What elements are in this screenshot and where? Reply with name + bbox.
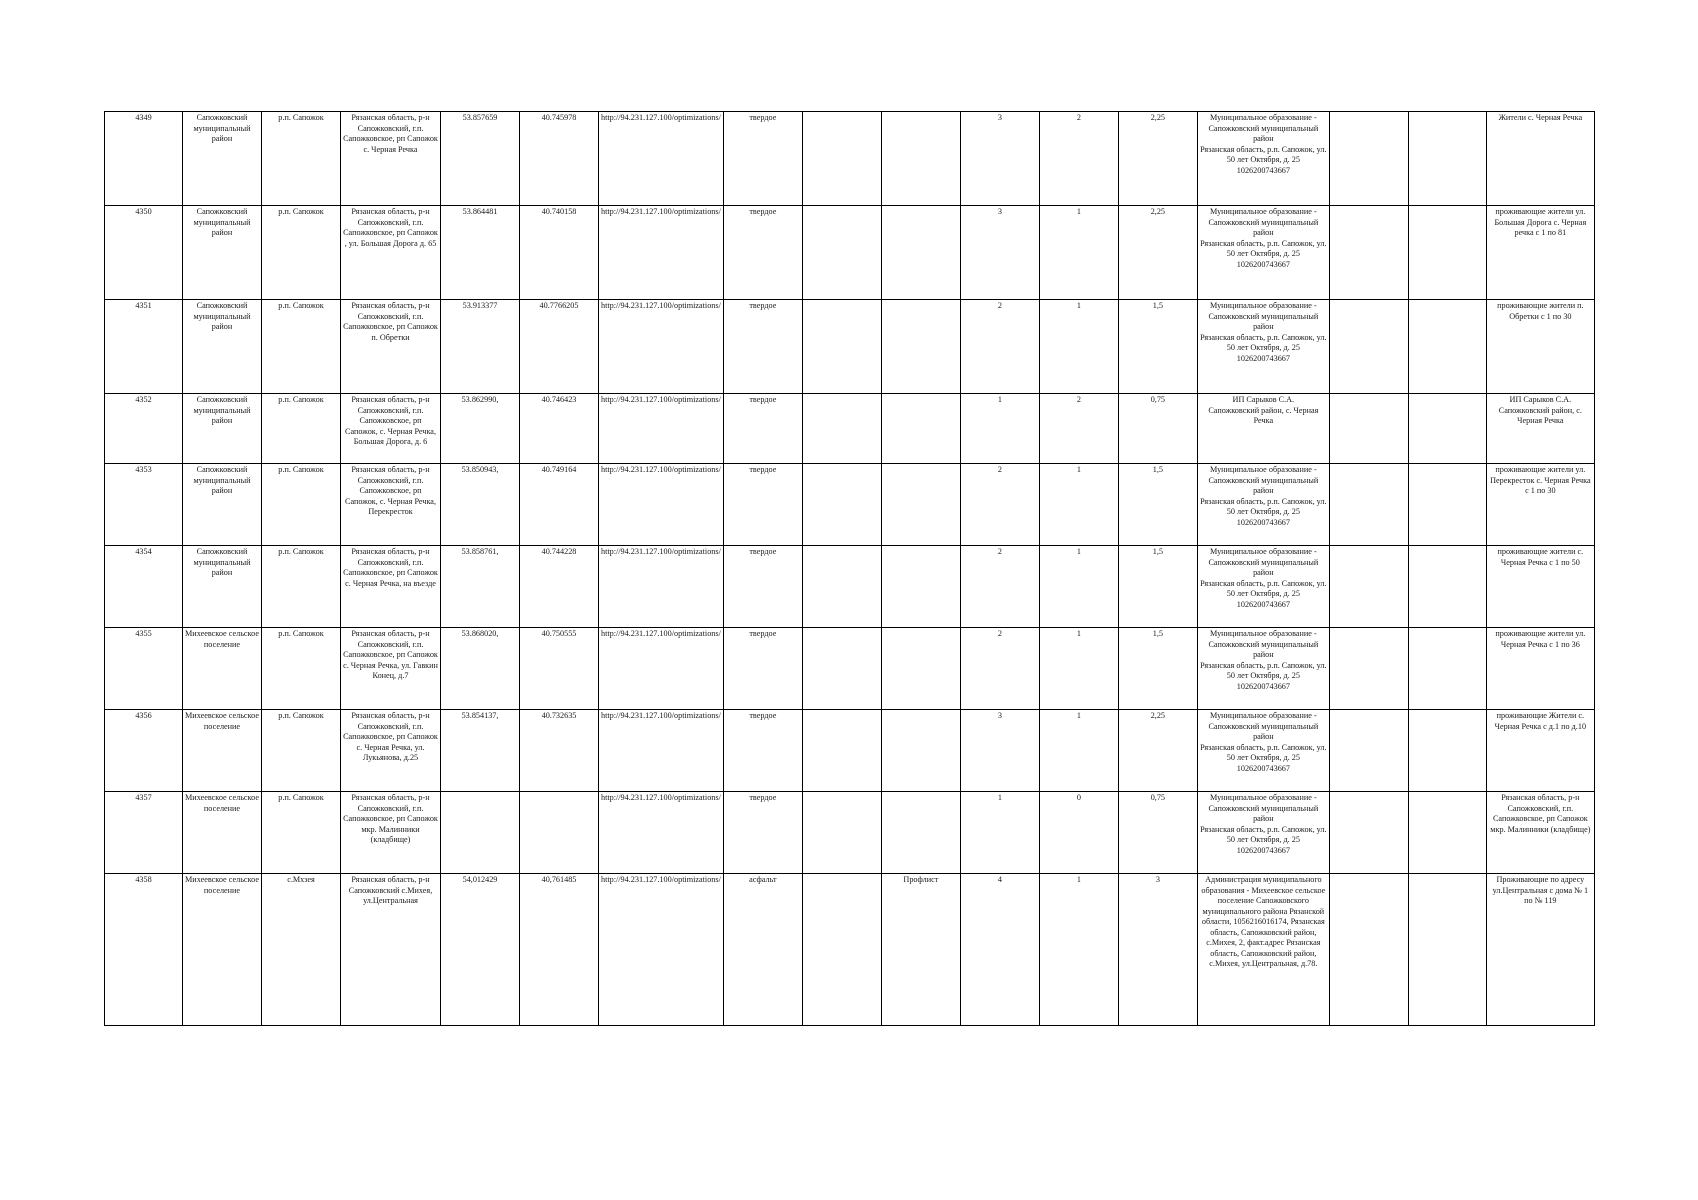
cell-url: http://94.231.127.100/optimizations/ <box>599 710 724 792</box>
cell-containers: 2 <box>960 464 1039 546</box>
cell-lat: 54,012429 <box>441 874 520 1026</box>
cell-surface: твердое <box>723 546 802 628</box>
cell-surface: твердое <box>723 710 802 792</box>
cell-owner: Муниципальное образование - Сапожковский муниципальный район Рязанская область, р.п. Сапожок, ул. 50 лет Октября, д. 25 1026200743667 <box>1197 628 1329 710</box>
cell-lat: 53.857659 <box>441 112 520 206</box>
cell-c10 <box>881 628 960 710</box>
cell-address: Рязанская область, р-н Сапожковский, г.п. Сапожковское, рп Сапожок п. Обретки <box>341 300 441 394</box>
cell-c10 <box>881 546 960 628</box>
cell-c10 <box>881 464 960 546</box>
table-row <box>105 300 1595 394</box>
cell-volume: 0 <box>1039 792 1118 874</box>
cell-lon: 40.7766205 <box>520 300 599 394</box>
cell-c15 <box>1329 628 1408 710</box>
cell-lon: 40,761485 <box>520 874 599 1026</box>
cell-surface: асфальт <box>723 874 802 1026</box>
cell-c9 <box>802 206 881 300</box>
cell-c16 <box>1408 206 1486 300</box>
cell-sources: проживающие Жители с. Черная Речка с д.1 по д.10 <box>1486 710 1594 792</box>
cell-volume: 1 <box>1039 206 1118 300</box>
cell-settlement: р.п. Сапожок <box>262 394 341 464</box>
cell-area: 0,75 <box>1118 792 1197 874</box>
cell-lon: 40.745978 <box>520 112 599 206</box>
cell-id: 4355 <box>105 628 183 710</box>
table-row <box>105 464 1595 546</box>
cell-address: Рязанская область, р-н Сапожковский, г.п. Сапожковское, рп Сапожок с. Черная Речка, на въезде <box>341 546 441 628</box>
cell-owner: Муниципальное образование - Сапожковский муниципальный район Рязанская область, р.п. Сапожок, ул. 50 лет Октября, д. 25 1026200743667 <box>1197 710 1329 792</box>
cell-id: 4350 <box>105 206 183 300</box>
cell-c10 <box>881 710 960 792</box>
cell-municipality: Михеевское сельское поселение <box>183 874 262 1026</box>
cell-c10: Профлист <box>881 874 960 1026</box>
cell-url: http://94.231.127.100/optimizations/ <box>599 112 724 206</box>
cell-surface: твердое <box>723 464 802 546</box>
cell-sources: проживающие жители ул. Перекресток с. Черная Речка с 1 по 30 <box>1486 464 1594 546</box>
cell-address: Рязанская область, р-н Сапожковский с.Михея, ул.Центральная <box>341 874 441 1026</box>
cell-settlement: р.п. Сапожок <box>262 464 341 546</box>
cell-sources: проживающие жители с. Черная Речка с 1 по 50 <box>1486 546 1594 628</box>
cell-sources: проживающие жители ул. Черная Речка с 1 по 36 <box>1486 628 1594 710</box>
cell-lat: 53.913377 <box>441 300 520 394</box>
cell-c10 <box>881 206 960 300</box>
cell-settlement: р.п. Сапожок <box>262 710 341 792</box>
cell-c16 <box>1408 300 1486 394</box>
cell-settlement: р.п. Сапожок <box>262 112 341 206</box>
cell-c16 <box>1408 628 1486 710</box>
cell-area: 3 <box>1118 874 1197 1026</box>
cell-sources: проживающие жители ул. Большая Дорога с. Черная речка с 1 по 81 <box>1486 206 1594 300</box>
cell-owner: ИП Сарыков С.А. Сапожковский район, с. Черная Речка <box>1197 394 1329 464</box>
cell-area: 2,25 <box>1118 112 1197 206</box>
cell-municipality: Сапожковский муниципальный район <box>183 394 262 464</box>
cell-c9 <box>802 546 881 628</box>
cell-lat: 53.868020, <box>441 628 520 710</box>
cell-address: Рязанская область, р-н Сапожковский, г.п. Сапожковское, рп Сапожок, с. Черная Речка, Большая Дорога, д. 6 <box>341 394 441 464</box>
cell-containers: 2 <box>960 300 1039 394</box>
cell-volume: 1 <box>1039 300 1118 394</box>
cell-c15 <box>1329 206 1408 300</box>
cell-containers: 3 <box>960 710 1039 792</box>
cell-c10 <box>881 300 960 394</box>
cell-containers: 3 <box>960 112 1039 206</box>
cell-c9 <box>802 394 881 464</box>
cell-lat: 53.858761, <box>441 546 520 628</box>
cell-c9 <box>802 628 881 710</box>
cell-c10 <box>881 112 960 206</box>
cell-c15 <box>1329 874 1408 1026</box>
table-row <box>105 710 1595 792</box>
cell-containers: 2 <box>960 546 1039 628</box>
cell-area: 1,5 <box>1118 546 1197 628</box>
table-row <box>105 206 1595 300</box>
cell-c16 <box>1408 464 1486 546</box>
cell-lon: 40.749164 <box>520 464 599 546</box>
cell-c9 <box>802 874 881 1026</box>
cell-id: 4356 <box>105 710 183 792</box>
cell-id: 4357 <box>105 792 183 874</box>
cell-sources: Рязанская область, р-н Сапожковский, г.п. Сапожковское, рп Сапожок мкр. Малинники (кладбище) <box>1486 792 1594 874</box>
cell-c9 <box>802 464 881 546</box>
cell-url: http://94.231.127.100/optimizations/ <box>599 874 724 1026</box>
cell-sources: проживающие жители п. Обретки с 1 по 30 <box>1486 300 1594 394</box>
cell-area: 1,5 <box>1118 300 1197 394</box>
cell-lon: 40.740158 <box>520 206 599 300</box>
cell-url: http://94.231.127.100/optimizations/ <box>599 792 724 874</box>
cell-lon: 40.744228 <box>520 546 599 628</box>
registry-table <box>104 111 1595 1026</box>
cell-c15 <box>1329 546 1408 628</box>
cell-owner: Муниципальное образование - Сапожковский муниципальный район Рязанская область, р.п. Сапожок, ул. 50 лет Октября, д. 25 1026200743667 <box>1197 546 1329 628</box>
cell-c16 <box>1408 792 1486 874</box>
cell-c15 <box>1329 792 1408 874</box>
cell-municipality: Сапожковский муниципальный район <box>183 112 262 206</box>
cell-volume: 2 <box>1039 394 1118 464</box>
cell-containers: 3 <box>960 206 1039 300</box>
cell-area: 2,25 <box>1118 206 1197 300</box>
cell-area: 1,5 <box>1118 464 1197 546</box>
cell-lat: 53.850943, <box>441 464 520 546</box>
cell-volume: 1 <box>1039 546 1118 628</box>
cell-address: Рязанская область, р-н Сапожковский, г.п. Сапожковское, рп Сапожок мкр. Малинники (кладбище) <box>341 792 441 874</box>
cell-settlement: р.п. Сапожок <box>262 300 341 394</box>
cell-containers: 1 <box>960 394 1039 464</box>
cell-c16 <box>1408 394 1486 464</box>
cell-address: Рязанская область, р-н Сапожковский, г.п. Сапожковское, рп Сапожок с. Черная Речка <box>341 112 441 206</box>
cell-lat: 53.854137, <box>441 710 520 792</box>
table-body <box>105 112 1595 1026</box>
cell-c9 <box>802 710 881 792</box>
cell-municipality: Сапожковский муниципальный район <box>183 300 262 394</box>
table-row <box>105 112 1595 206</box>
cell-municipality: Сапожковский муниципальный район <box>183 546 262 628</box>
cell-c16 <box>1408 874 1486 1026</box>
cell-settlement: р.п. Сапожок <box>262 546 341 628</box>
cell-c16 <box>1408 710 1486 792</box>
cell-c15 <box>1329 394 1408 464</box>
table-row <box>105 874 1595 1026</box>
cell-c16 <box>1408 112 1486 206</box>
cell-c9 <box>802 300 881 394</box>
cell-id: 4352 <box>105 394 183 464</box>
cell-owner: Муниципальное образование - Сапожковский муниципальный район Рязанская область, р.п. Сапожок, ул. 50 лет Октября, д. 25 1026200743667 <box>1197 112 1329 206</box>
cell-volume: 1 <box>1039 710 1118 792</box>
cell-volume: 2 <box>1039 112 1118 206</box>
cell-address: Рязанская область, р-н Сапожковский, г.п. Сапожковское, рп Сапожок с. Черная Речка, ул. Лукьянова, д.25 <box>341 710 441 792</box>
cell-containers: 1 <box>960 792 1039 874</box>
cell-municipality: Михеевское сельское поселение <box>183 710 262 792</box>
cell-volume: 1 <box>1039 874 1118 1026</box>
table-row <box>105 394 1595 464</box>
table-row <box>105 792 1595 874</box>
cell-volume: 1 <box>1039 628 1118 710</box>
cell-c15 <box>1329 300 1408 394</box>
cell-settlement: р.п. Сапожок <box>262 206 341 300</box>
cell-url: http://94.231.127.100/optimizations/ <box>599 546 724 628</box>
cell-area: 1,5 <box>1118 628 1197 710</box>
cell-surface: твердое <box>723 300 802 394</box>
cell-lon: 40.750555 <box>520 628 599 710</box>
cell-owner: Муниципальное образование - Сапожковский муниципальный район Рязанская область, р.п. Сапожок, ул. 50 лет Октября, д. 25 1026200743667 <box>1197 300 1329 394</box>
cell-municipality: Сапожковский муниципальный район <box>183 464 262 546</box>
cell-lat: 53.862990, <box>441 394 520 464</box>
cell-lon <box>520 792 599 874</box>
cell-url: http://94.231.127.100/optimizations/ <box>599 300 724 394</box>
cell-c15 <box>1329 112 1408 206</box>
cell-c16 <box>1408 546 1486 628</box>
cell-id: 4351 <box>105 300 183 394</box>
table-row <box>105 546 1595 628</box>
cell-url: http://94.231.127.100/optimizations/ <box>599 628 724 710</box>
cell-lat: 53.864481 <box>441 206 520 300</box>
cell-lon: 40.732635 <box>520 710 599 792</box>
cell-address: Рязанская область, р-н Сапожковский, г.п. Сапожковское, рп Сапожок, с. Черная Речка, Перекресток <box>341 464 441 546</box>
cell-municipality: Михеевское сельское поселение <box>183 628 262 710</box>
cell-settlement: с.Мхзея <box>262 874 341 1026</box>
cell-municipality: Михеевское сельское поселение <box>183 792 262 874</box>
cell-lon: 40.746423 <box>520 394 599 464</box>
cell-surface: твердое <box>723 792 802 874</box>
cell-url: http://94.231.127.100/optimizations/ <box>599 206 724 300</box>
cell-url: http://94.231.127.100/optimizations/ <box>599 464 724 546</box>
cell-lat <box>441 792 520 874</box>
cell-id: 4358 <box>105 874 183 1026</box>
cell-owner: Администрация муниципального образования - Михеевское сельское поселение Сапожковского муниципального района Рязанской области, 1056216016174, Рязанская область, Сапожковский район, с.Михея, 2, факт.адрес Рязанская область, Сапожковский район, с.Михея, ул.Центральная, д.78. <box>1197 874 1329 1026</box>
cell-c9 <box>802 792 881 874</box>
cell-volume: 1 <box>1039 464 1118 546</box>
cell-surface: твердое <box>723 112 802 206</box>
cell-owner: Муниципальное образование - Сапожковский муниципальный район Рязанская область, р.п. Сапожок, ул. 50 лет Октября, д. 25 1026200743667 <box>1197 206 1329 300</box>
cell-sources: Проживающие по адресу ул.Центральная с дома № 1 по № 119 <box>1486 874 1594 1026</box>
cell-area: 0,75 <box>1118 394 1197 464</box>
cell-containers: 2 <box>960 628 1039 710</box>
cell-c15 <box>1329 710 1408 792</box>
cell-id: 4353 <box>105 464 183 546</box>
cell-containers: 4 <box>960 874 1039 1026</box>
cell-municipality: Сапожковский муниципальный район <box>183 206 262 300</box>
cell-address: Рязанская область, р-н Сапожковский, г.п. Сапожковское, рп Сапожок , ул. Большая Дорога д. 65 <box>341 206 441 300</box>
cell-sources: ИП Сарыков С.А. Сапожковский район, с. Черная Речка <box>1486 394 1594 464</box>
cell-url: http://94.231.127.100/optimizations/ <box>599 394 724 464</box>
cell-surface: твердое <box>723 206 802 300</box>
cell-c10 <box>881 792 960 874</box>
cell-settlement: р.п. Сапожок <box>262 792 341 874</box>
cell-surface: твердое <box>723 394 802 464</box>
cell-area: 2,25 <box>1118 710 1197 792</box>
cell-c9 <box>802 112 881 206</box>
cell-surface: твердое <box>723 628 802 710</box>
cell-settlement: р.п. Сапожок <box>262 628 341 710</box>
cell-id: 4349 <box>105 112 183 206</box>
cell-sources: Жители с. Черная Речка <box>1486 112 1594 206</box>
cell-c15 <box>1329 464 1408 546</box>
cell-address: Рязанская область, р-н Сапожковский, г.п. Сапожковское, рп Сапожок с. Черная Речка, ул. Гавкин Конец, д.7 <box>341 628 441 710</box>
cell-c10 <box>881 394 960 464</box>
cell-owner: Муниципальное образование - Сапожковский муниципальный район Рязанская область, р.п. Сапожок, ул. 50 лет Октября, д. 25 1026200743667 <box>1197 464 1329 546</box>
cell-owner: Муниципальное образование - Сапожковский муниципальный район Рязанская область, р.п. Сапожок, ул. 50 лет Октября, д. 25 1026200743667 <box>1197 792 1329 874</box>
table-row <box>105 628 1595 710</box>
cell-id: 4354 <box>105 546 183 628</box>
